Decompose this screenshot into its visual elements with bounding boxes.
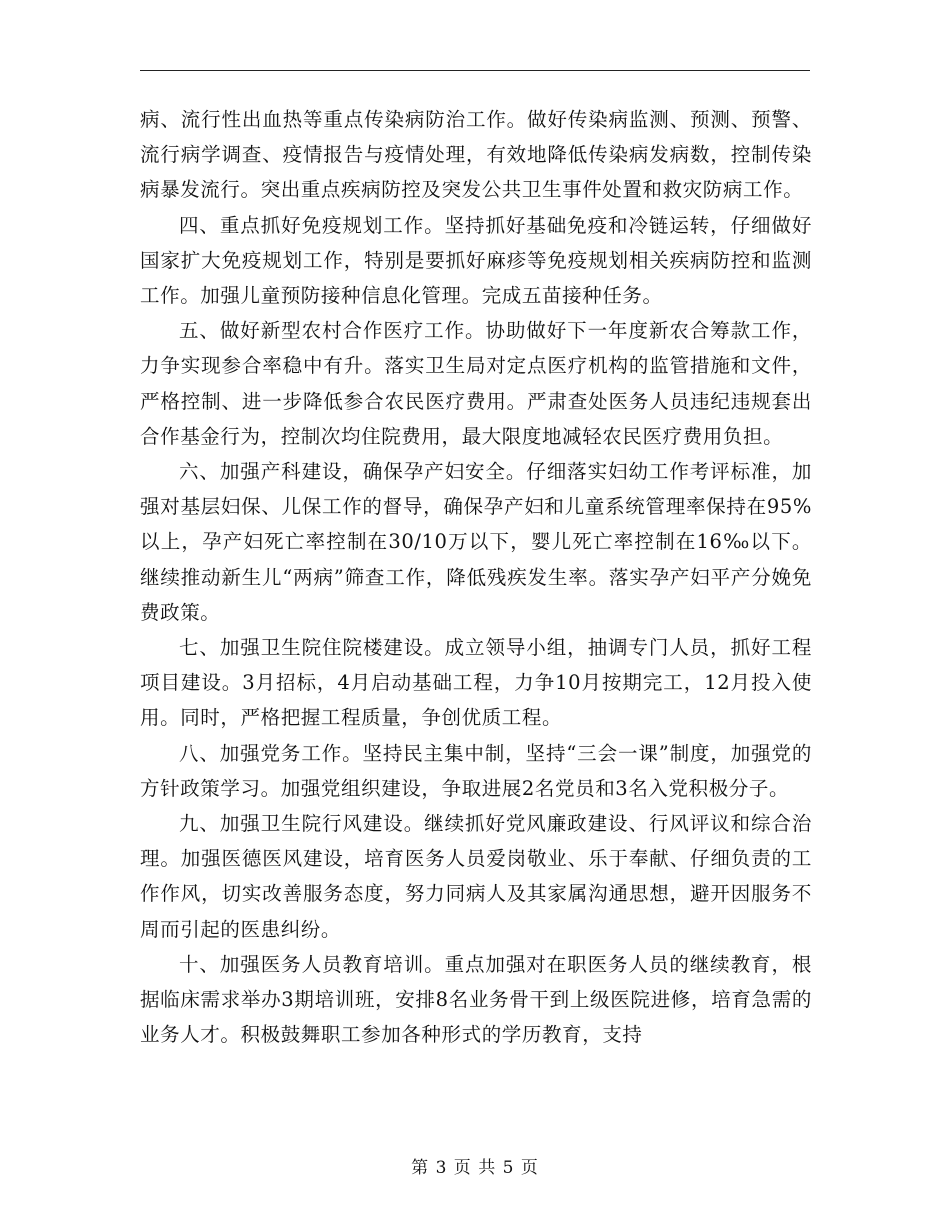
- header-rule: [140, 70, 810, 71]
- paragraph-continuation: 病、流行性出血热等重点传染病防治工作。做好传染病监测、预测、预警、流行病学调查、疫情报告与疫情处理，有效地降低传染病发病数，控制传染病暴发流行。突出重点疾病防控及突发公共卫生事件处置和救灾防病工作。: [140, 108, 812, 202]
- footer-prefix: 第: [411, 1158, 430, 1178]
- footer-total-pages: 5: [502, 1158, 515, 1178]
- paragraph-conduct: 九、加强卫生院行风建设。继续抓好党风廉政建设、行风评议和综合治理。加强医德医风建设，培育医务人员爱岗敬业、乐于奉献、仔细负责的工作作风，切实改善服务态度，努力同病人及其家属沟通思想，避开因服务不周而引起的医患纠纷。: [140, 812, 812, 941]
- paragraph-rural-cooperative-medical: 五、做好新型农村合作医疗工作。协助做好下一年度新农合筹款工作，力争实现参合率稳中有升。落实卫生局对定点医疗机构的监管措施和文件，严格控制、进一步降低参合农民医疗费用。严肃查处医务人员违纪违规套出合作基金行为，控制次均住院费用，最大限度地减轻农民医疗费用负担。: [140, 319, 812, 448]
- page-footer: [0, 1153, 950, 1178]
- paragraph-inpatient-building: 七、加强卫生院住院楼建设。成立领导小组，抽调专门人员，抓好工程项目建设。3月招标，4月启动基础工程，力争10月按期完工，12月投入使用。同时，严格把握工程质量，争创优质工程。: [140, 636, 812, 730]
- paragraph-obstetrics: 六、加强产科建设，确保孕产妇安全。仔细落实妇幼工作考评标准，加强对基层妇保、儿保工作的督导，确保孕产妇和儿童系统管理率保持在95%以上，孕产妇死亡率控制在30/10万以下，婴儿死亡率控制在16‰以下。继续推动新生儿“两病”筛查工作，降低残疾发生率。落实孕产妇平产分娩免费政策。: [140, 460, 812, 624]
- document-body: [140, 102, 812, 1052]
- footer-suffix: 页: [520, 1158, 539, 1178]
- paragraph-immunization: 四、重点抓好免疫规划工作。坚持抓好基础免疫和冷链运转，仔细做好国家扩大免疫规划工作，特别是要抓好麻疹等免疫规划相关疾病防控和监测工作。加强儿童预防接种信息化管理。完成五苗接种任务。: [140, 213, 812, 308]
- footer-middle: 页 共: [453, 1158, 497, 1178]
- footer-current-page: 3: [435, 1158, 448, 1178]
- paragraph-training: 十、加强医务人员教育培训。重点加强对在职医务人员的继续教育，根据临床需求举办3期培训班，安排8名业务骨干到上级医院进修，培育急需的业务人才。积极鼓舞职工参加各种形式的学历教育，支持: [140, 952, 812, 1047]
- paragraph-party-affairs: 八、加强党务工作。坚持民主集中制，坚持“三会一课”制度，加强党的方针政策学习。加强党组织建设，争取进展2名党员和3名入党积极分子。: [140, 741, 812, 800]
